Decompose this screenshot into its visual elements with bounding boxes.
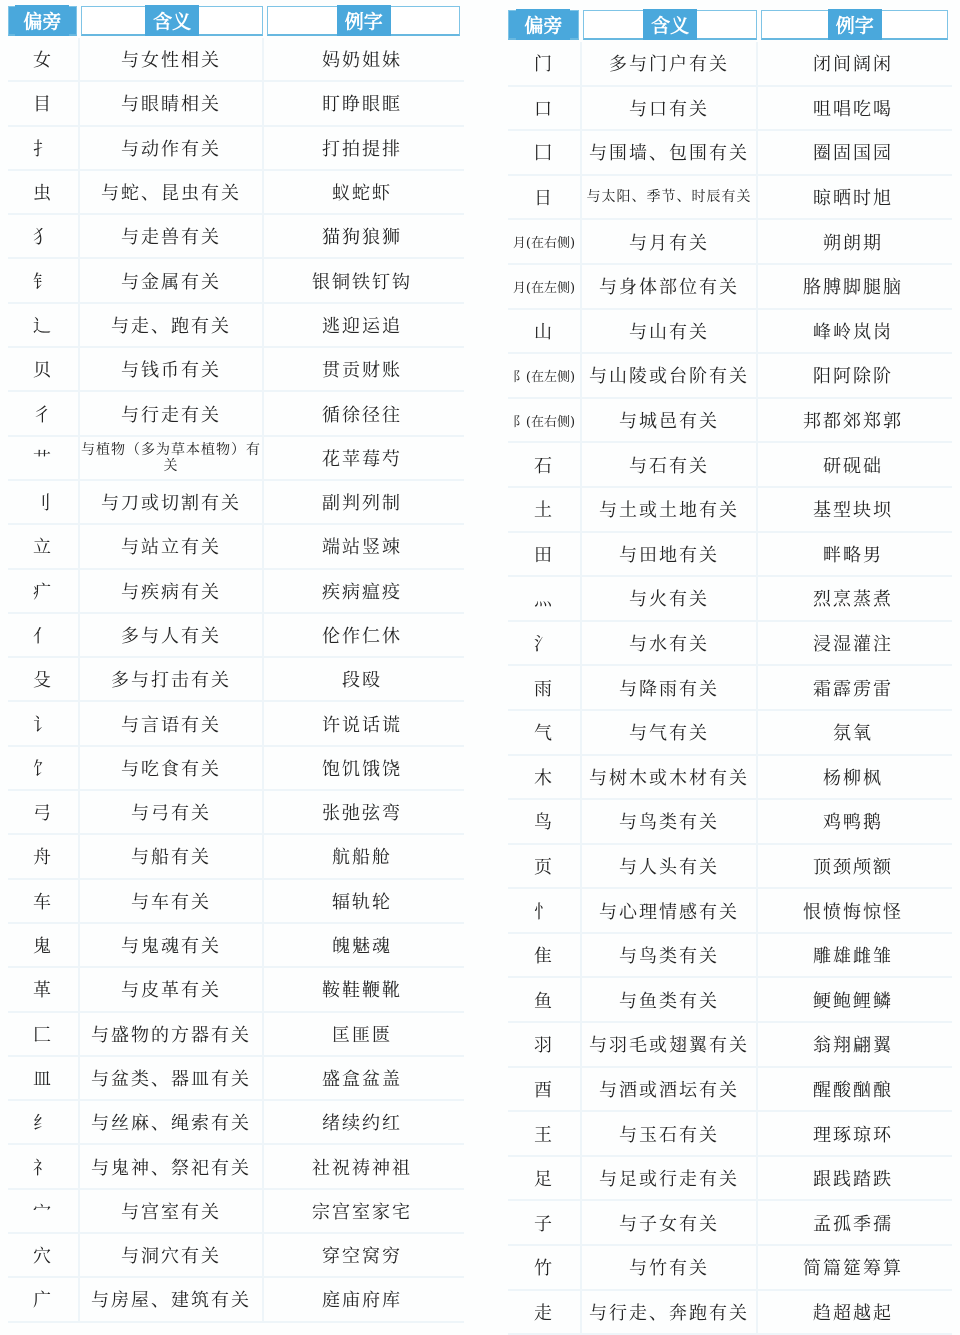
meaning-cell: 与太阳、季节、时辰有关 (580, 176, 758, 219)
examples-cell: 庭庙府库 (322, 1290, 402, 1312)
meaning-cell: 与鸟类有关 (580, 800, 758, 843)
examples-cell: 顶颈颅额 (813, 856, 893, 878)
radical-cell: 贝 (33, 360, 53, 382)
meaning-cell: 与站立有关 (78, 525, 264, 567)
radical-table-left (8, 6, 464, 1323)
radical-cell: 广 (33, 1290, 53, 1312)
meaning-cell: 与心理情感有关 (580, 889, 758, 932)
meaning-cell: 与言语有关 (78, 702, 264, 744)
table-row (8, 1145, 464, 1189)
table-row (508, 711, 952, 756)
meaning-cell: 与石有关 (580, 443, 758, 486)
meaning-cell: 与刀或切割有关 (78, 481, 264, 523)
meaning-cell: 与盆类、器皿有关 (78, 1057, 264, 1099)
examples-cell: 氛氧 (833, 723, 873, 745)
radical-cell: 氵 (534, 634, 554, 656)
radical-cell: 鸟 (534, 812, 554, 834)
examples-cell: 研砚础 (823, 455, 883, 477)
examples-cell: 盯睁眼眶 (322, 94, 402, 116)
examples-cell: 饱饥饿饶 (322, 758, 402, 780)
radical-cell: 车 (33, 891, 53, 913)
meaning-cell: 与丝麻、绳索有关 (78, 1101, 264, 1143)
table-row (508, 845, 952, 890)
examples-cell: 咀唱吃喝 (813, 98, 893, 120)
meaning-cell: 与弓有关 (78, 791, 264, 833)
table-row (508, 87, 952, 132)
radical-cell: 刂 (33, 493, 53, 515)
table-row (8, 968, 464, 1012)
meaning-cell: 与子女有关 (580, 1201, 758, 1244)
table-row (508, 800, 952, 845)
meaning-cell: 与鱼类有关 (580, 978, 758, 1021)
radical-cell: 舟 (33, 847, 53, 869)
examples-cell: 穿空窝穷 (322, 1246, 402, 1268)
meaning-cell: 与皮革有关 (78, 968, 264, 1010)
table-row (508, 666, 952, 711)
meaning-cell: 与行走有关 (78, 392, 264, 434)
radical-cell: 隹 (534, 946, 554, 968)
examples-cell: 醒酸酗酿 (813, 1079, 893, 1101)
table-row (8, 702, 464, 746)
table-row (8, 1057, 464, 1101)
meaning-cell: 与土或土地有关 (580, 488, 758, 531)
table-row (508, 176, 952, 221)
examples-cell: 胳膊脚腿脑 (803, 277, 903, 299)
radical-cell: 竹 (534, 1258, 554, 1280)
table-row (8, 1013, 464, 1057)
meaning-cell: 与火有关 (580, 577, 758, 620)
radical-cell: 鬼 (33, 936, 53, 958)
table-row (8, 171, 464, 215)
radical-cell: 鱼 (534, 990, 554, 1012)
table-row (508, 399, 952, 444)
meaning-cell: 与鬼魂有关 (78, 924, 264, 966)
examples-cell: 跟践踏跌 (813, 1169, 893, 1191)
examples-cell: 循徐径往 (322, 404, 402, 426)
table-body (508, 42, 952, 1335)
examples-cell: 匡匪匮 (332, 1024, 392, 1046)
table-row (508, 131, 952, 176)
examples-cell: 航船舱 (332, 847, 392, 869)
table-row (8, 481, 464, 525)
meaning-cell: 与车有关 (78, 880, 264, 922)
table-header (508, 10, 952, 40)
examples-cell: 鞍鞋鞭靴 (322, 980, 402, 1002)
examples-cell: 段殴 (342, 670, 382, 692)
examples-cell: 孟孤季孺 (813, 1213, 893, 1235)
meaning-cell: 与口有关 (580, 87, 758, 130)
table-row (8, 924, 464, 968)
meaning-cell: 与山陵或台阶有关 (580, 354, 758, 397)
meaning-cell: 与鸟类有关 (580, 934, 758, 977)
examples-cell: 绪续约红 (322, 1113, 402, 1135)
table-row (8, 304, 464, 348)
table-row (508, 934, 952, 979)
radical-cell: 阝(在右侧) (512, 414, 576, 430)
table-header (8, 6, 464, 36)
examples-cell: 逃迎运追 (322, 315, 402, 337)
examples-cell: 鸡鸭鹅 (823, 812, 883, 834)
examples-cell: 闭间阔闲 (813, 54, 893, 76)
examples-cell: 趋超越起 (813, 1302, 893, 1324)
radical-cell: 饣 (33, 758, 53, 780)
radical-cell: 皿 (33, 1068, 53, 1090)
radical-cell: 礻 (33, 1157, 53, 1179)
examples-cell: 鲠鲍鲤鳞 (813, 990, 893, 1012)
examples-cell: 疾病瘟疫 (322, 581, 402, 603)
examples-cell: 花苹莓芍 (322, 448, 402, 470)
examples-cell: 邦都郊郑郭 (803, 411, 903, 433)
table-row (8, 127, 464, 171)
radical-cell: 木 (534, 767, 554, 789)
table-row (508, 978, 952, 1023)
meaning-cell: 与植物（多为草本植物）有关 (78, 437, 264, 479)
table-row (508, 1157, 952, 1202)
meaning-cell: 与降雨有关 (580, 666, 758, 709)
radical-cell: 页 (534, 856, 554, 878)
meaning-cell: 与竹有关 (580, 1246, 758, 1289)
radical-cell: 疒 (33, 581, 53, 603)
meaning-cell: 与羽毛或翅翼有关 (580, 1023, 758, 1066)
radical-cell: 亻 (33, 626, 53, 647)
meaning-cell: 与动作有关 (78, 127, 264, 169)
table-row (508, 622, 952, 667)
meaning-cell: 与围墙、包围有关 (580, 131, 758, 174)
examples-cell: 理琢琼环 (813, 1124, 893, 1146)
radical-cell: 女 (33, 50, 53, 72)
meaning-cell: 与宫室有关 (78, 1190, 264, 1232)
meaning-cell: 多与门户有关 (580, 42, 758, 85)
table-row (508, 1201, 952, 1246)
radical-cell: 弓 (33, 803, 53, 825)
radical-cell: 钅 (33, 271, 53, 293)
table-row (508, 533, 952, 578)
header-meaning: 含义 (583, 10, 758, 40)
meaning-cell: 与田地有关 (580, 533, 758, 576)
meaning-cell: 与走兽有关 (78, 215, 264, 257)
table-row (8, 835, 464, 879)
radical-cell: 宀 (33, 1201, 53, 1223)
examples-cell: 烈烹蒸煮 (813, 589, 893, 611)
radical-cell: 田 (534, 544, 554, 566)
examples-cell: 霜霹雳雷 (813, 678, 893, 700)
meaning-cell: 与城邑有关 (580, 399, 758, 442)
examples-cell: 妈奶姐妹 (322, 50, 402, 72)
meaning-cell: 与盛物的方器有关 (78, 1013, 264, 1055)
meaning-cell: 与玉石有关 (580, 1112, 758, 1155)
examples-cell: 杨柳枫 (823, 767, 883, 789)
examples-cell: 银铜铁钉钩 (312, 271, 412, 293)
radical-cell: 囗 (534, 143, 554, 165)
examples-cell: 朔朗期 (823, 232, 883, 254)
radical-cell: 辶 (33, 315, 53, 337)
header-meaning: 含义 (81, 6, 264, 36)
table-row (8, 791, 464, 835)
radical-cell: 立 (33, 537, 53, 559)
table-row (508, 756, 952, 801)
examples-cell: 伦作仁休 (322, 626, 402, 647)
table-row (508, 354, 952, 399)
examples-cell: 雕雄雌雏 (813, 946, 893, 968)
radical-cell: 彳 (33, 404, 53, 426)
header-examples: 例字 (267, 6, 460, 36)
radical-cell: 讠 (33, 714, 53, 736)
meaning-cell: 与身体部位有关 (580, 265, 758, 308)
radical-table-right (508, 10, 952, 1335)
table-row (8, 215, 464, 259)
examples-cell: 恨愤悔惊怪 (803, 901, 903, 923)
meaning-cell: 与疾病有关 (78, 570, 264, 612)
meaning-cell: 与吃食有关 (78, 747, 264, 789)
radical-cell: 山 (534, 321, 554, 343)
table-row (508, 265, 952, 310)
table-row (508, 1246, 952, 1291)
meaning-cell: 与钱币有关 (78, 348, 264, 390)
examples-cell: 张弛弦弯 (322, 803, 402, 825)
meaning-cell: 与树木或木材有关 (580, 756, 758, 799)
table-row (508, 1112, 952, 1157)
meaning-cell: 与行走、奔跑有关 (580, 1291, 758, 1334)
table-row (508, 577, 952, 622)
table-row (8, 525, 464, 569)
radical-cell: 走 (534, 1302, 554, 1324)
table-row (8, 1278, 464, 1322)
table-row (8, 880, 464, 924)
examples-cell: 浸湿灌注 (813, 634, 893, 656)
meaning-cell: 与酒或酒坛有关 (580, 1068, 758, 1111)
radical-cell: 扌 (33, 138, 53, 160)
table-row (508, 1291, 952, 1335)
radical-cell: 目 (33, 94, 53, 116)
examples-cell: 端站竖竦 (322, 537, 402, 559)
radical-cell: 酉 (534, 1079, 554, 1101)
meaning-cell: 与足或行走有关 (580, 1157, 758, 1200)
table-row (8, 747, 464, 791)
table-row (8, 259, 464, 303)
meaning-cell: 与眼睛相关 (78, 82, 264, 124)
meaning-cell: 与走、跑有关 (78, 304, 264, 346)
radical-cell: 月(在左侧) (512, 280, 576, 296)
header-radical: 偏旁 (8, 6, 77, 36)
meaning-cell: 与月有关 (580, 220, 758, 263)
radical-cell: 石 (534, 455, 554, 477)
header-radical: 偏旁 (508, 10, 579, 40)
examples-cell: 基型块坝 (813, 500, 893, 522)
examples-cell: 猫狗狼狮 (322, 227, 402, 249)
radical-cell: 虫 (33, 183, 53, 205)
radical-cell: 艹 (33, 448, 53, 470)
table-row (8, 1190, 464, 1234)
meaning-cell: 与蛇、昆虫有关 (78, 171, 264, 213)
table-row (508, 1023, 952, 1068)
meaning-cell: 与山有关 (580, 310, 758, 353)
radical-cell: 纟 (33, 1113, 53, 1135)
radical-cell: 殳 (33, 670, 53, 692)
radical-cell: 门 (534, 54, 554, 76)
examples-cell: 副判列制 (322, 493, 402, 515)
radical-cell: 灬 (534, 589, 554, 611)
table-body (8, 38, 464, 1323)
table-row (8, 348, 464, 392)
radical-cell: 羽 (534, 1035, 554, 1057)
meaning-cell: 与船有关 (78, 835, 264, 877)
radical-cell: 穴 (33, 1246, 53, 1268)
table-row (508, 1068, 952, 1113)
radical-cell: 雨 (534, 678, 554, 700)
examples-cell: 宗宫室家宅 (312, 1201, 412, 1223)
table-row (508, 488, 952, 533)
examples-cell: 晾晒时旭 (813, 188, 893, 210)
examples-cell: 盛盒盆盖 (322, 1068, 402, 1090)
radical-cell: 犭 (33, 227, 53, 249)
radical-cell: 月(在右侧) (512, 236, 576, 252)
meaning-cell: 与鬼神、祭祀有关 (78, 1145, 264, 1187)
meaning-cell: 与房屋、建筑有关 (78, 1278, 264, 1320)
table-row (8, 1234, 464, 1278)
table-row (508, 889, 952, 934)
radical-cell: 阝(在左侧) (512, 369, 576, 385)
radical-cell: 口 (534, 98, 554, 120)
examples-cell: 打拍提排 (322, 138, 402, 160)
table-row (8, 570, 464, 614)
radical-cell: 革 (33, 980, 53, 1002)
meaning-cell: 与金属有关 (78, 259, 264, 301)
table-row (8, 38, 464, 82)
examples-cell: 峰岭岚岗 (813, 321, 893, 343)
radical-cell: 匚 (33, 1024, 53, 1046)
table-row (508, 310, 952, 355)
meaning-cell: 多与打击有关 (78, 658, 264, 700)
examples-cell: 圈固国园 (813, 143, 893, 165)
table-row (508, 443, 952, 488)
examples-cell: 蚁蛇虾 (332, 183, 392, 205)
table-row (8, 1101, 464, 1145)
table-row (8, 82, 464, 126)
table-row (8, 392, 464, 436)
examples-cell: 辐轨轮 (332, 891, 392, 913)
table-row (8, 437, 464, 481)
meaning-cell: 与气有关 (580, 711, 758, 754)
radical-cell: 土 (534, 500, 554, 522)
meaning-cell: 与水有关 (580, 622, 758, 665)
examples-cell: 贯贡财账 (322, 360, 402, 382)
radical-cell: 忄 (534, 901, 554, 923)
radical-cell: 日 (534, 188, 554, 210)
table-row (508, 220, 952, 265)
radical-cell: 王 (534, 1124, 554, 1146)
header-examples: 例字 (761, 10, 948, 40)
meaning-cell: 与女性相关 (78, 38, 264, 80)
table-row (508, 42, 952, 87)
meaning-cell: 与洞穴有关 (78, 1234, 264, 1276)
examples-cell: 魄魅魂 (332, 936, 392, 958)
table-row (8, 614, 464, 658)
examples-cell: 翁翔翩翼 (813, 1035, 893, 1057)
examples-cell: 阳阿除阶 (813, 366, 893, 388)
radical-cell: 子 (534, 1213, 554, 1235)
table-row (8, 658, 464, 702)
examples-cell: 畔略男 (823, 544, 883, 566)
examples-cell: 许说话谎 (322, 714, 402, 736)
examples-cell: 社祝祷神祖 (312, 1157, 412, 1179)
examples-cell: 简篇筵筹算 (803, 1258, 903, 1280)
meaning-cell: 与人头有关 (580, 845, 758, 888)
radical-cell: 气 (534, 723, 554, 745)
radical-cell: 足 (534, 1169, 554, 1191)
meaning-cell: 多与人有关 (78, 614, 264, 656)
